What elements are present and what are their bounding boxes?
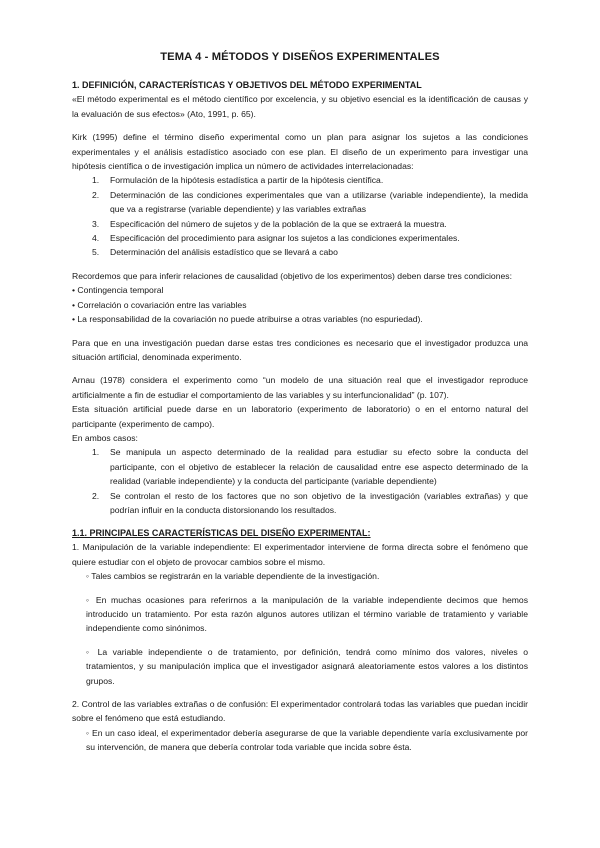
list-item: 2. Se controlan el resto de los factores que no son objetivo de la investigación (variables extrañas) y que podrían influir en la conducta distorsionando los resultados. — [92, 490, 528, 515]
sub-point: ◦ La variable independiente o de tratamiento, por definición, tendrá como mínimo dos valores, niveles o tratamientos, y su manipulación implica que el investigador asignará aleatoriamente estos valores a los distintos grupos. — [86, 646, 528, 686]
list-item: 1. Se manipula un aspecto determinado de la realidad para estudiar su efecto sobre la conducta del participante, con el objetivo de establecer la relación de causalidad entre ese aspecto determinado de la realidad (variable independiente) y la conducta del participante (variable dependiente) — [92, 447, 528, 487]
manipulation-paragraph: 1. Manipulación de la variable independiente: El experimentador interviene de forma directa sobre el fenómeno que quiere estudiar con el objeto de provocar cambios sobre el mismo. — [72, 542, 528, 567]
artificial-paragraph: Para que en una investigación puedan darse estas tres condiciones es necesario que el investigador produzca una situación artificial, denominada experimento. — [72, 337, 528, 362]
list-item: 1. Formulación de la hipótesis estadística a partir de la hipótesis científica. — [92, 175, 384, 186]
control-paragraph: 2. Control de las variables extrañas o de confusión: El experimentador controlará todas las variables que puedan incidir sobre el fenómeno que está estudiando. — [72, 699, 528, 724]
causal-intro: Recordemos que para inferir relaciones de causalidad (objetivo de los experimentos) deben darse tres condiciones: — [72, 270, 512, 281]
setting-paragraph: Esta situación artificial puede darse en un laboratorio (experimento de laboratorio) o en el entorno natural del participante (experimento de campo). — [72, 404, 528, 429]
bullet-item: • La responsabilidad de la covariación no puede atribuirse a otras variables (no espuriedad). — [72, 314, 423, 325]
sub-point: ◦ En muchas ocasiones para referirnos a la manipulación de la variable independiente decimos que hemos introducido un tratamiento. Por esta razón algunos autores utilizan el término variable de tratamiento y variable independiente como sinónimos. — [86, 594, 528, 634]
section-heading: 1. DEFINICIÓN, CARACTERÍSTICAS Y OBJETIVOS DEL MÉTODO EXPERIMENTAL — [72, 80, 422, 91]
bullet-item: • Contingencia temporal — [72, 285, 164, 296]
list-item: 2. Determinación de las condiciones experimentales que van a utilizarse (variable independiente), la medida que va a registrarse (variable dependiente) y las variables extrañas — [92, 189, 528, 215]
activities-list — [72, 173, 528, 259]
kirk-paragraph: Kirk (1995) define el término diseño experimental como un plan para asignar los sujetos a las condiciones experimentales y el análisis estadístico asociado con ese plan. El diseño de un experimento para investigar una hipótesis científica o de investigación implica un número de actividades interrelacionadas: — [72, 132, 528, 172]
arnau-paragraph: Arnau (1978) considera el experimento como “un modelo de una situación real que el investigador reproduce artificialmente a fin de estudiar el comportamiento de las variables y su interfuncionalidad” (p. 107). — [72, 375, 528, 400]
list-item: 5. Determinación del análisis estadístico que se llevará a cabo — [92, 247, 338, 258]
list-item: 3. Especificación del número de sujetos y de la población de la que se extraerá la muestra. — [92, 218, 447, 229]
both-cases-label: En ambos casos: — [72, 432, 138, 443]
bullet-item: • Correlación o covariación entre las variables — [72, 299, 247, 310]
sub-point: ◦ En un caso ideal, el experimentador debería asegurarse de que la variable dependiente varía exclusivamente por su intervención, de manera que debería controlar toda variable que incida sobre ésta. — [86, 727, 528, 753]
page-title: TEMA 4 - MÉTODOS Y DISEÑOS EXPERIMENTALES — [160, 51, 440, 63]
subsection-heading: 1.1. PRINCIPALES CARACTERÍSTICAS DEL DISEÑO EXPERIMENTAL: — [72, 528, 371, 539]
sub-point: ◦ Tales cambios se registrarán en la variable dependiente de la investigación. — [86, 571, 380, 582]
list-item: 4. Especificación del procedimiento para asignar los sujetos a las condiciones experimentales. — [92, 233, 460, 244]
cases-list — [72, 445, 528, 517]
quote-paragraph: «El método experimental es el método científico por excelencia, y su objetivo esencial es la identificación de causas y la evaluación de sus efectos» (Ato, 1991, p. 65). — [72, 94, 528, 119]
